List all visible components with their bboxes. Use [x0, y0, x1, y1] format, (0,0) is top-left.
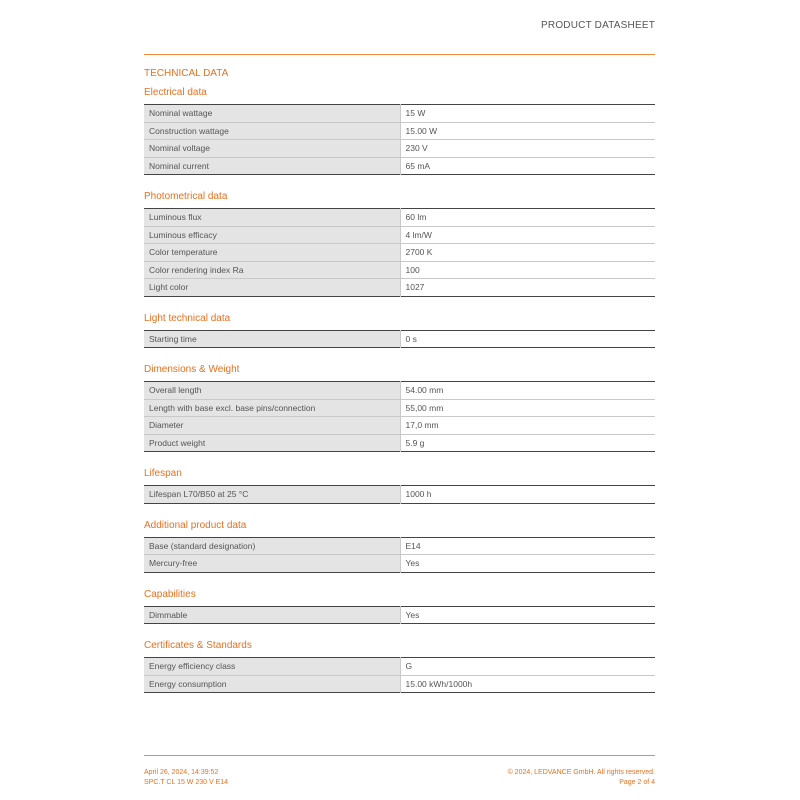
document-header-title: PRODUCT DATASHEET [541, 20, 655, 31]
spec-label: Nominal wattage [144, 105, 400, 123]
spec-label: Dimmable [144, 606, 400, 624]
spec-label: Overall length [144, 382, 400, 400]
spec-value: 15.00 W [400, 122, 655, 140]
section [144, 468, 655, 504]
spec-value: 60 lm [400, 209, 655, 227]
spec-row [144, 399, 655, 417]
spec-row [144, 417, 655, 435]
section [144, 191, 655, 297]
spec-row [144, 658, 655, 676]
spec-label: Length with base excl. base pins/connection [144, 399, 400, 417]
spec-value: 1027 [400, 279, 655, 297]
footer-copyright: © 2024, LEDVANCE GmbH. All rights reserved. [507, 769, 655, 776]
spec-value: 15 W [400, 105, 655, 123]
spec-label: Nominal current [144, 157, 400, 175]
spec-row [144, 261, 655, 279]
spec-label: Luminous flux [144, 209, 400, 227]
spec-row [144, 434, 655, 452]
spec-value: 100 [400, 261, 655, 279]
spec-row [144, 330, 655, 348]
spec-row [144, 122, 655, 140]
section-title: Lifespan [144, 468, 182, 479]
spec-value: 2700 K [400, 244, 655, 262]
spec-row [144, 157, 655, 175]
section [144, 364, 655, 452]
spec-row [144, 382, 655, 400]
spec-row [144, 244, 655, 262]
spec-table [144, 657, 655, 693]
spec-label: Product weight [144, 434, 400, 452]
footer-right [508, 768, 655, 788]
spec-label: Construction wattage [144, 122, 400, 140]
spec-row [144, 486, 655, 504]
footer-date: April 26, 2024, 14:39:52 [144, 769, 219, 776]
section-title: Light technical data [144, 312, 231, 324]
spec-value: 65 mA [400, 157, 655, 175]
page-heading: TECHNICAL DATA [144, 68, 229, 79]
spec-row [144, 209, 655, 227]
spec-label: Energy efficiency class [144, 658, 400, 676]
spec-table [144, 606, 655, 625]
header-divider [144, 54, 655, 55]
section [144, 520, 655, 573]
section [144, 589, 655, 625]
section-title: Capabilities [144, 588, 196, 600]
spec-table [144, 330, 655, 349]
spec-table [144, 104, 655, 175]
section-title: Electrical data [144, 87, 207, 98]
footer-divider [144, 755, 655, 756]
spec-label: Energy consumption [144, 675, 400, 693]
spec-value: 1000 h [400, 486, 655, 504]
section-title: Certificates & Standards [144, 640, 252, 651]
spec-label: Luminous efficacy [144, 226, 400, 244]
spec-value: 0 s [400, 330, 655, 348]
spec-value: Yes [400, 606, 655, 624]
spec-label: Lifespan L70/B50 at 25 °C [144, 486, 400, 504]
spec-row [144, 606, 655, 624]
spec-value: 17,0 mm [400, 417, 655, 435]
spec-value: G [400, 658, 655, 676]
footer-product-code: SPC.T CL 15 W 230 V E14 [144, 779, 229, 786]
spec-label: Light color [144, 279, 400, 297]
spec-table [144, 208, 655, 297]
datasheet-content [144, 68, 655, 709]
section-title: Additional product data [144, 519, 247, 531]
spec-label: Starting time [144, 330, 400, 348]
footer-left [144, 768, 228, 788]
spec-value: 54.00 mm [400, 382, 655, 400]
spec-value: 4 lm/W [400, 226, 655, 244]
spec-label: Nominal voltage [144, 140, 400, 158]
section-title: Dimensions & Weight [144, 364, 240, 375]
spec-label: Diameter [144, 417, 400, 435]
spec-row [144, 226, 655, 244]
section-title: Photometrical data [144, 191, 228, 202]
spec-row [144, 140, 655, 158]
section [144, 640, 655, 693]
spec-table [144, 381, 655, 452]
spec-label: Base (standard designation) [144, 537, 400, 555]
spec-label: Color rendering index Ra [144, 261, 400, 279]
section [144, 313, 655, 349]
spec-row [144, 555, 655, 573]
spec-value: 15.00 kWh/1000h [400, 675, 655, 693]
sections-container [144, 87, 655, 693]
spec-value: Yes [400, 555, 655, 573]
spec-table [144, 485, 655, 504]
spec-row [144, 675, 655, 693]
spec-value: 5.9 g [400, 434, 655, 452]
footer-page-number: Page 2 of 4 [619, 779, 655, 786]
spec-value: E14 [400, 537, 655, 555]
spec-value: 230 V [400, 140, 655, 158]
spec-table [144, 537, 655, 573]
spec-value: 55,00 mm [400, 399, 655, 417]
spec-row [144, 105, 655, 123]
spec-label: Color temperature [144, 244, 400, 262]
spec-row [144, 279, 655, 297]
spec-label: Mercury-free [144, 555, 400, 573]
spec-row [144, 537, 655, 555]
section [144, 87, 655, 175]
